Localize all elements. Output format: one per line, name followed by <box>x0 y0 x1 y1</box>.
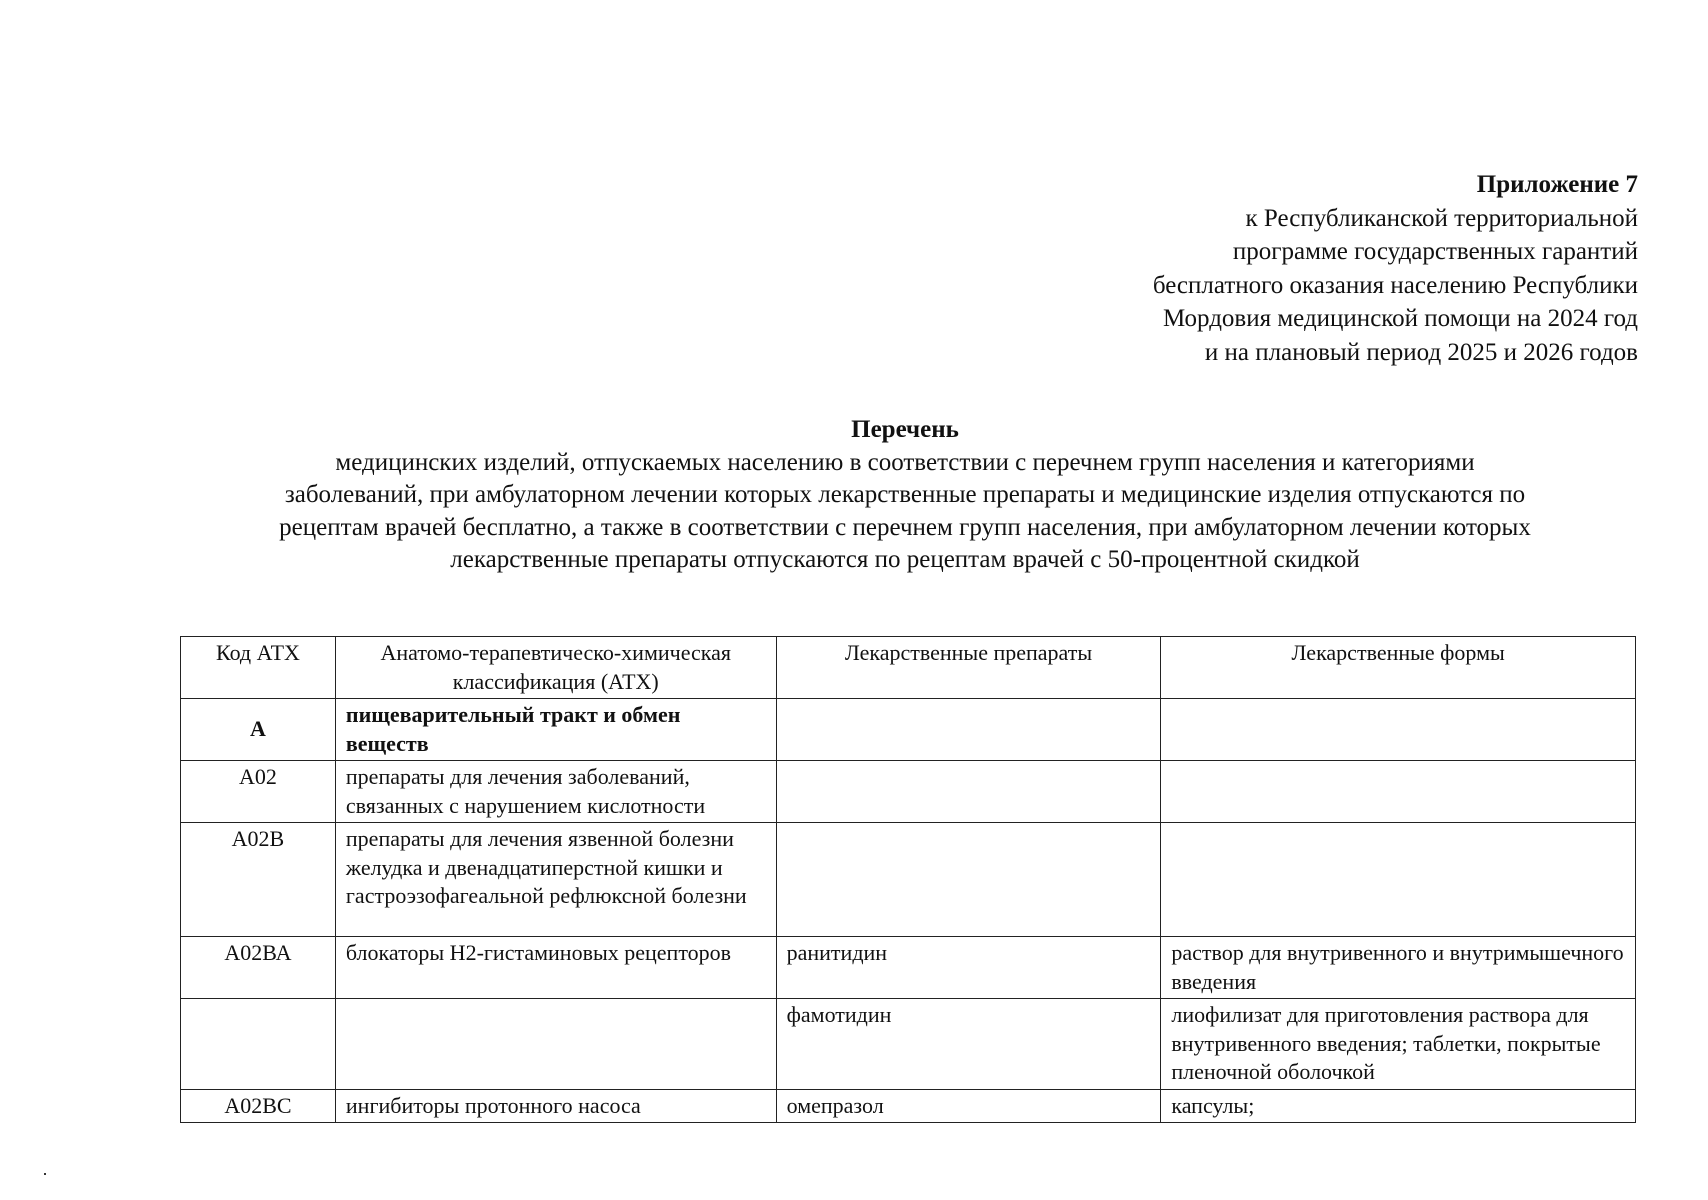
table-row <box>181 1089 1636 1123</box>
cell-drug: фамотидин <box>776 999 1161 1090</box>
table-row <box>181 823 1636 937</box>
table-row <box>181 937 1636 999</box>
document-heading <box>160 414 1650 577</box>
cell-code: А02ВС <box>181 1089 336 1123</box>
heading-line: медицинских изделий, отпускаемых населению в соответствии с перечнем групп населения и категориями <box>335 448 1475 476</box>
heading-line: лекарственные препараты отпускаются по рецептам врачей с 50-процентной скидкой <box>450 546 1360 573</box>
appendix-block <box>1153 168 1638 369</box>
cell-form: капсулы; <box>1161 1089 1636 1123</box>
cell-form <box>1161 761 1636 823</box>
cell-code: А02ВА <box>181 937 336 999</box>
header-atx: Анатомо-терапевтическо-химическая классификация (АТХ) <box>335 637 776 699</box>
appendix-title: Приложение 7 <box>1476 171 1638 198</box>
cell-drug <box>776 761 1161 823</box>
appendix-line: Мордовия медицинской помощи на 2024 год <box>1162 305 1638 332</box>
cell-drug: ранитидин <box>776 937 1161 999</box>
cell-drug <box>776 823 1161 937</box>
cell-code: А02 <box>181 761 336 823</box>
cell-code: А02В <box>181 823 336 937</box>
cell-form <box>1161 699 1636 761</box>
cell-form: лиофилизат для приготовления раствора для внутривенного введения; таблетки, покрытые пленочной оболочкой <box>1161 999 1636 1090</box>
heading-line: рецептам врачей бесплатно, а также в соответствии с перечнем групп населения, при амбулаторном лечении которых <box>279 513 1531 541</box>
table-row <box>181 761 1636 823</box>
cell-drug: омепразол <box>776 1089 1161 1123</box>
appendix-line: программе государственных гарантий <box>1232 238 1638 265</box>
appendix-line: и на плановый период 2025 и 2026 годов <box>1204 338 1638 366</box>
cell-atx: блокаторы Н2-гистаминовых рецепторов <box>335 937 776 999</box>
cell-form <box>1161 823 1636 937</box>
cell-atx: препараты для лечения заболеваний, связанных с нарушением кислотности <box>335 761 776 823</box>
heading-line: заболеваний, при амбулаторном лечении которых лекарственные препараты и медицинские изделия отпускаются по <box>284 481 1526 508</box>
cell-atx: препараты для лечения язвенной болезни желудка и двенадцатиперстной кишки и гастроэзофагеальной рефлюксной болезни <box>335 823 776 937</box>
cell-form: раствор для внутривенного и внутримышечного введения <box>1161 937 1636 999</box>
atx-table <box>180 636 1636 1123</box>
cell-code <box>181 999 336 1090</box>
cell-atx <box>335 999 776 1090</box>
appendix-line: к Республиканской территориальной <box>1245 204 1638 232</box>
appendix-line: бесплатного оказания населению Республики <box>1152 271 1638 299</box>
cell-atx: пищеварительный тракт и обмен веществ <box>335 699 776 761</box>
cell-code: А <box>181 699 336 761</box>
scan-speck <box>44 1173 46 1175</box>
header-drugs: Лекарственные препараты <box>776 637 1161 699</box>
document-title: Перечень <box>851 416 959 443</box>
cell-drug <box>776 699 1161 761</box>
header-forms: Лекарственные формы <box>1161 637 1636 699</box>
table-header-row <box>181 637 1636 699</box>
table-row <box>181 699 1636 761</box>
header-code: Код АТХ <box>181 637 336 699</box>
cell-atx: ингибиторы протонного насоса <box>335 1089 776 1123</box>
table-row <box>181 999 1636 1090</box>
